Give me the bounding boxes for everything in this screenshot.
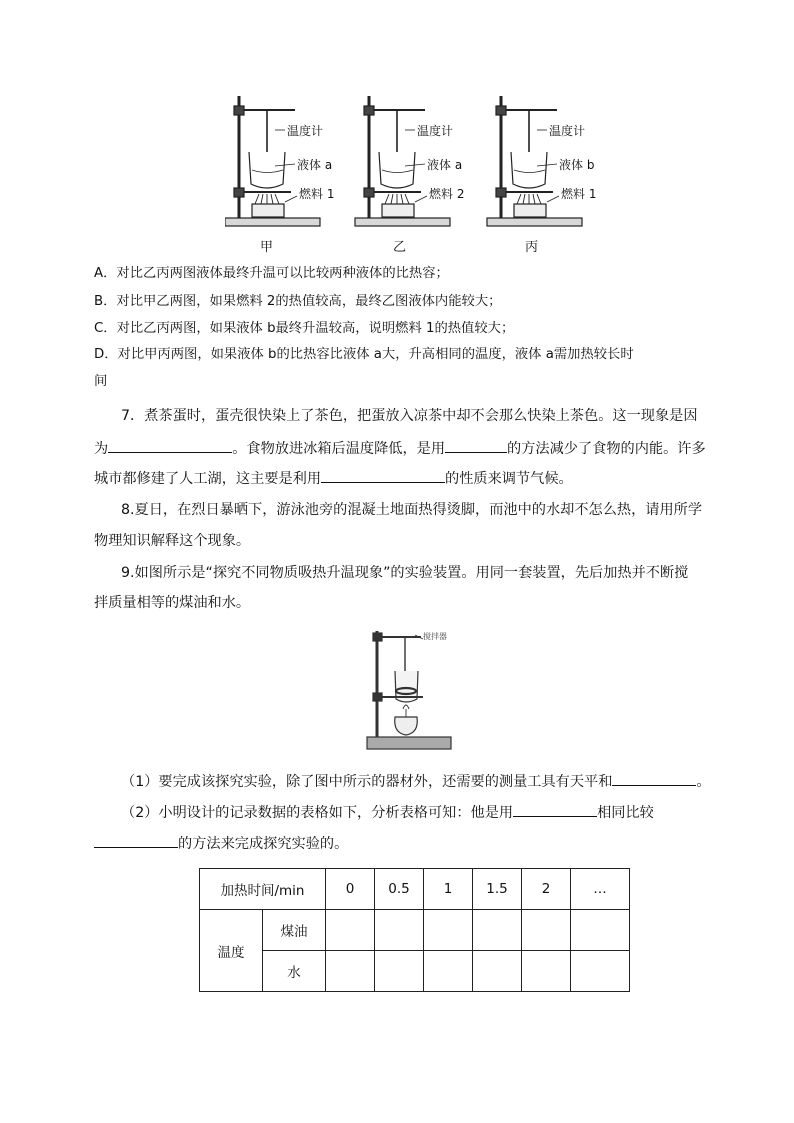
q9-sub2-text-c: 的方法来完成探究实验的。: [178, 836, 349, 852]
q7-blank-3[interactable]: [321, 468, 445, 483]
stirrer-label: 搅拌器: [423, 632, 447, 641]
q9-sub1: [121, 771, 711, 792]
panel2-fuel-label: 燃料 2: [429, 187, 465, 201]
figure-stirring-apparatus: [365, 625, 455, 755]
table-time-cell: …: [571, 869, 630, 910]
q7-line1: 7．煮茶蛋时，蛋壳很快染上了茶色，把蛋放入凉茶中却不会那么快染上茶色。这一现象是因: [121, 408, 698, 424]
table-cell[interactable]: [522, 910, 571, 951]
panel2-thermometer-label: 温度计: [417, 124, 454, 138]
table-row: [200, 951, 630, 992]
table-cell[interactable]: [326, 951, 375, 992]
table-row-label: 煤油: [263, 910, 326, 951]
table-cell[interactable]: [424, 910, 473, 951]
table-cell[interactable]: [522, 951, 571, 992]
q7-line3: [94, 468, 573, 489]
table-row: [200, 910, 630, 951]
option-a: A．对比乙丙两图液体最终升温可以比较两种液体的比热容；: [94, 266, 449, 281]
q9-sub2-line2: [94, 833, 348, 854]
table-cell[interactable]: [375, 951, 424, 992]
table-time-cell: 1.5: [473, 869, 522, 910]
data-table: [199, 868, 630, 992]
table-cell[interactable]: [424, 951, 473, 992]
q7-text-a: 为: [94, 441, 109, 457]
option-d-line2: 间: [94, 374, 108, 389]
table-time-cell: 2: [522, 869, 571, 910]
q9-line2: 拌质量相等的煤油和水。: [94, 595, 251, 611]
panel1-thermometer-label: 温度计: [287, 124, 324, 138]
q7-text-d: 城市都修建了人工湖，这主要是利用: [94, 471, 322, 487]
q9-sub1-end: 。: [696, 774, 711, 790]
table-cell[interactable]: [375, 910, 424, 951]
q7-text-c: 的方法减少了食物的内能。许多: [507, 441, 706, 457]
panel1-caption: 甲: [260, 240, 274, 255]
q8-line2: 物理知识解释这个现象。: [94, 533, 251, 549]
panel3-fuel-label: 燃料 1: [561, 187, 597, 201]
table-cell[interactable]: [571, 951, 630, 992]
table-time-cell: 0: [326, 869, 375, 910]
option-b: B．对比甲乙两图，如果燃料 2的热值较高，最终乙图液体内能较大；: [94, 294, 502, 309]
panel2-caption: 乙: [393, 240, 407, 255]
table-row-group-label: 温度: [200, 910, 263, 992]
table-time-cell: 1: [424, 869, 473, 910]
table-row-label: 水: [263, 951, 326, 992]
table-header-label: 加热时间/min: [200, 869, 326, 910]
stirring-apparatus-drawing: [365, 625, 455, 755]
q7-blank-2[interactable]: [445, 438, 507, 453]
q9-sub2-line1: [121, 802, 654, 823]
panel1-fuel-label: 燃料 1: [299, 187, 335, 201]
q9-sub2-text-b: 相同比较: [597, 805, 654, 821]
figure-heating-apparatus: [225, 92, 625, 260]
panel3-thermometer-label: 温度计: [549, 124, 586, 138]
q7-text-e: 的性质来调节气候。: [445, 471, 573, 487]
q9-sub1-blank[interactable]: [612, 771, 696, 786]
q7-line2: [94, 438, 706, 459]
table-header-row: [200, 869, 630, 910]
option-c: C．对比乙丙两图，如果液体 b最终升温较高，说明燃料 1的热值较大；: [94, 321, 515, 336]
q8-line1: 8.夏日，在烈日暴晒下，游泳池旁的混凝土地面热得烫脚，而池中的水却不怎么热，请用所学: [121, 502, 703, 518]
q9-sub1-text: （1）要完成该探究实验，除了图中所示的器材外，还需要的测量工具有天平和: [121, 774, 613, 790]
table-cell[interactable]: [473, 951, 522, 992]
table-cell[interactable]: [326, 910, 375, 951]
panel3-caption: 丙: [525, 240, 539, 255]
option-d-line1: D．对比甲丙两图，如果液体 b的比热容比液体 a大，升高相同的温度，液体 a需加热较长时: [94, 347, 634, 362]
q9-sub2-blank-1[interactable]: [513, 802, 597, 817]
q9-line1: 9.如图所示是“探究不同物质吸热升温现象”的实验装置。用同一套装置，先后加热并不断搅: [121, 565, 689, 581]
q7-blank-1[interactable]: [108, 438, 232, 453]
table-time-cell: 0.5: [375, 869, 424, 910]
table-cell[interactable]: [473, 910, 522, 951]
panel1-liquid-label: 液体 a: [297, 158, 333, 172]
q7-text-b: 。食物放进冰箱后温度降低，是用: [232, 441, 446, 457]
panel3-liquid-label: 液体 b: [559, 158, 595, 172]
table-cell[interactable]: [571, 910, 630, 951]
q9-sub2-text: （2）小明设计的记录数据的表格如下，分析表格可知：他是用: [121, 805, 514, 821]
q9-sub2-blank-2[interactable]: [94, 833, 178, 848]
panel2-liquid-label: 液体 a: [427, 158, 463, 172]
